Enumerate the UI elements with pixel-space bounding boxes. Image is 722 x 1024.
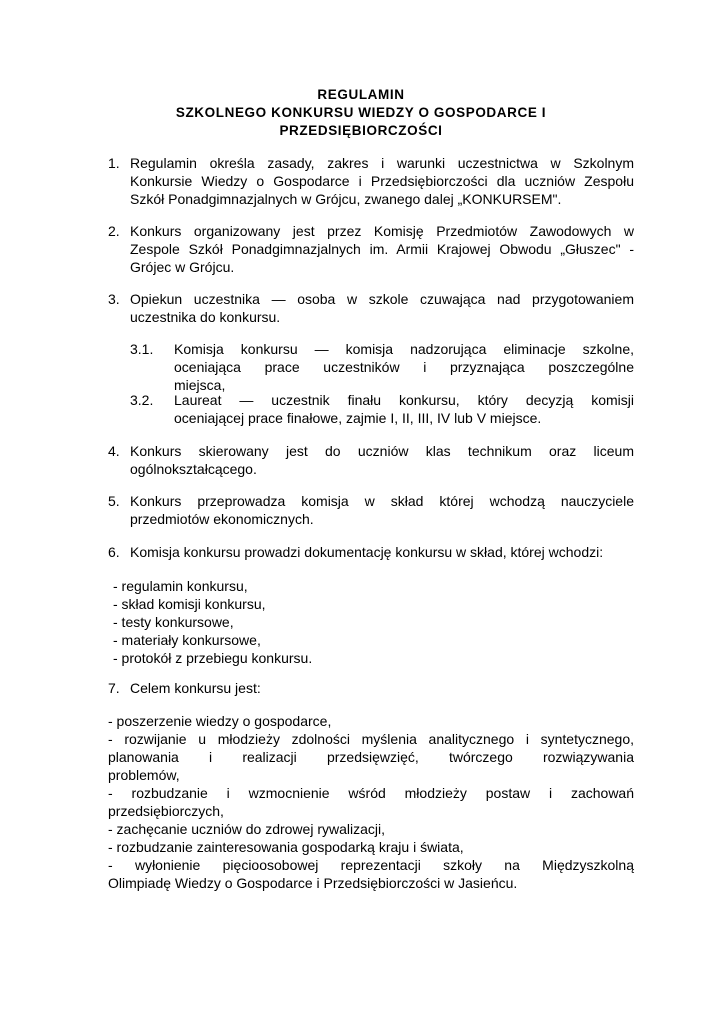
list-item: - protokół z przebiegu konkursu.	[113, 650, 313, 666]
subsection-number: 3.2.	[130, 392, 154, 408]
title-line: PRZEDSIĘBIORCZOŚCI	[279, 123, 443, 138]
list-item: - testy konkursowe,	[113, 614, 234, 630]
section-number: 4.	[108, 443, 120, 459]
subsection-3-2	[130, 391, 634, 427]
document-title	[0, 86, 722, 140]
section-7	[108, 679, 634, 697]
paragraph-line: ogólnokształcącego.	[130, 461, 257, 477]
goal-line: problemów,	[108, 767, 180, 783]
goal-line: - poszerzenie wiedzy o gospodarce,	[108, 713, 332, 729]
section-5	[108, 492, 634, 528]
paragraph-line: oceniająca prace uczestników i przyznająca poszczególne	[174, 359, 634, 375]
paragraph-line: Opiekun uczestnika — osoba w szkole czuwająca nad przygotowaniem	[130, 291, 634, 307]
goal-line: planowania i realizacji przedsięwzięć, twórczego rozwiązywania	[108, 749, 634, 765]
paragraph-line: Regulamin określa zasady, zakres i warunki uczestnictwa w Szkolnym	[130, 155, 634, 171]
goals-list	[108, 712, 634, 892]
documentation-list	[113, 577, 312, 667]
paragraph-line: Szkół Ponadgimnazjalnych w Grójcu, zwanego dalej „KONKURSEM".	[130, 191, 562, 207]
title-line: REGULAMIN	[317, 87, 405, 102]
goal-line: - rozwijanie u młodzieży zdolności myślenia analitycznego i syntetycznego,	[108, 731, 634, 747]
goal-line: - rozbudzanie i wzmocnienie wśród młodzieży postaw i zachowań	[108, 785, 634, 801]
paragraph-line: Zespole Szkół Ponadgimnazjalnych im. Armii Krajowej Obwodu „Głuszec" -	[130, 241, 634, 257]
paragraph-line: miejsca,	[174, 377, 226, 393]
section-number: 7.	[108, 680, 120, 696]
section-4	[108, 442, 634, 478]
section-number: 2.	[108, 223, 120, 239]
section-2	[108, 222, 634, 276]
paragraph-line: Konkurs przeprowadza komisja w skład której wchodzą nauczyciele	[130, 493, 634, 509]
section-3	[108, 290, 634, 326]
section-1	[108, 154, 634, 208]
list-item: - regulamin konkursu,	[113, 578, 248, 594]
title-line: SZKOLNEGO KONKURSU WIEDZY O GOSPODARCE I	[175, 105, 547, 120]
goal-line: - rozbudzanie zainteresowania gospodarką kraju i świata,	[108, 839, 464, 855]
goal-line: - wyłonienie pięcioosobowej reprezentacji szkoły na Międzyszkolną	[108, 857, 634, 873]
paragraph-line: Grójec w Grójcu.	[130, 259, 235, 275]
paragraph-line: Konkursie Wiedzy o Gospodarce i Przedsiębiorczości dla uczniów Zespołu	[130, 173, 634, 189]
paragraph-line: oceniającej prace finałowe, zajmie I, II, III, IV lub V miejsce.	[174, 410, 542, 426]
section-number: 1.	[108, 155, 120, 171]
paragraph-line: uczestnika do konkursu.	[130, 309, 281, 325]
list-item: - materiały konkursowe,	[113, 632, 261, 648]
subsection-3-1	[130, 340, 634, 394]
paragraph-line: Konkurs skierowany jest do uczniów klas technikum oraz liceum	[130, 443, 634, 459]
section-number: 3.	[108, 291, 120, 307]
paragraph-line: Komisja konkursu — komisja nadzorująca eliminacje szkolne,	[174, 341, 634, 357]
section-number: 5.	[108, 493, 120, 509]
paragraph-line: Konkurs organizowany jest przez Komisję Przedmiotów Zawodowych w	[130, 223, 634, 239]
subsection-number: 3.1.	[130, 341, 154, 357]
paragraph-line: przedmiotów ekonomicznych.	[130, 511, 314, 527]
section-6	[108, 543, 634, 561]
paragraph-line: Laureat — uczestnik finału konkursu, który decyzją komisji	[174, 392, 634, 408]
section-number: 6.	[108, 544, 120, 560]
goal-line: - zachęcanie uczniów do zdrowej rywalizacji,	[108, 821, 386, 837]
goal-line: Olimpiadę Wiedzy o Gospodarce i Przedsiębiorczości w Jasieńcu.	[108, 875, 518, 891]
goal-line: przedsiębiorczych,	[108, 803, 224, 819]
list-item: - skład komisji konkursu,	[113, 596, 266, 612]
paragraph-line: Komisja konkursu prowadzi dokumentację konkursu w skład, której wchodzi:	[130, 544, 604, 560]
paragraph-line: Celem konkursu jest:	[130, 680, 261, 696]
